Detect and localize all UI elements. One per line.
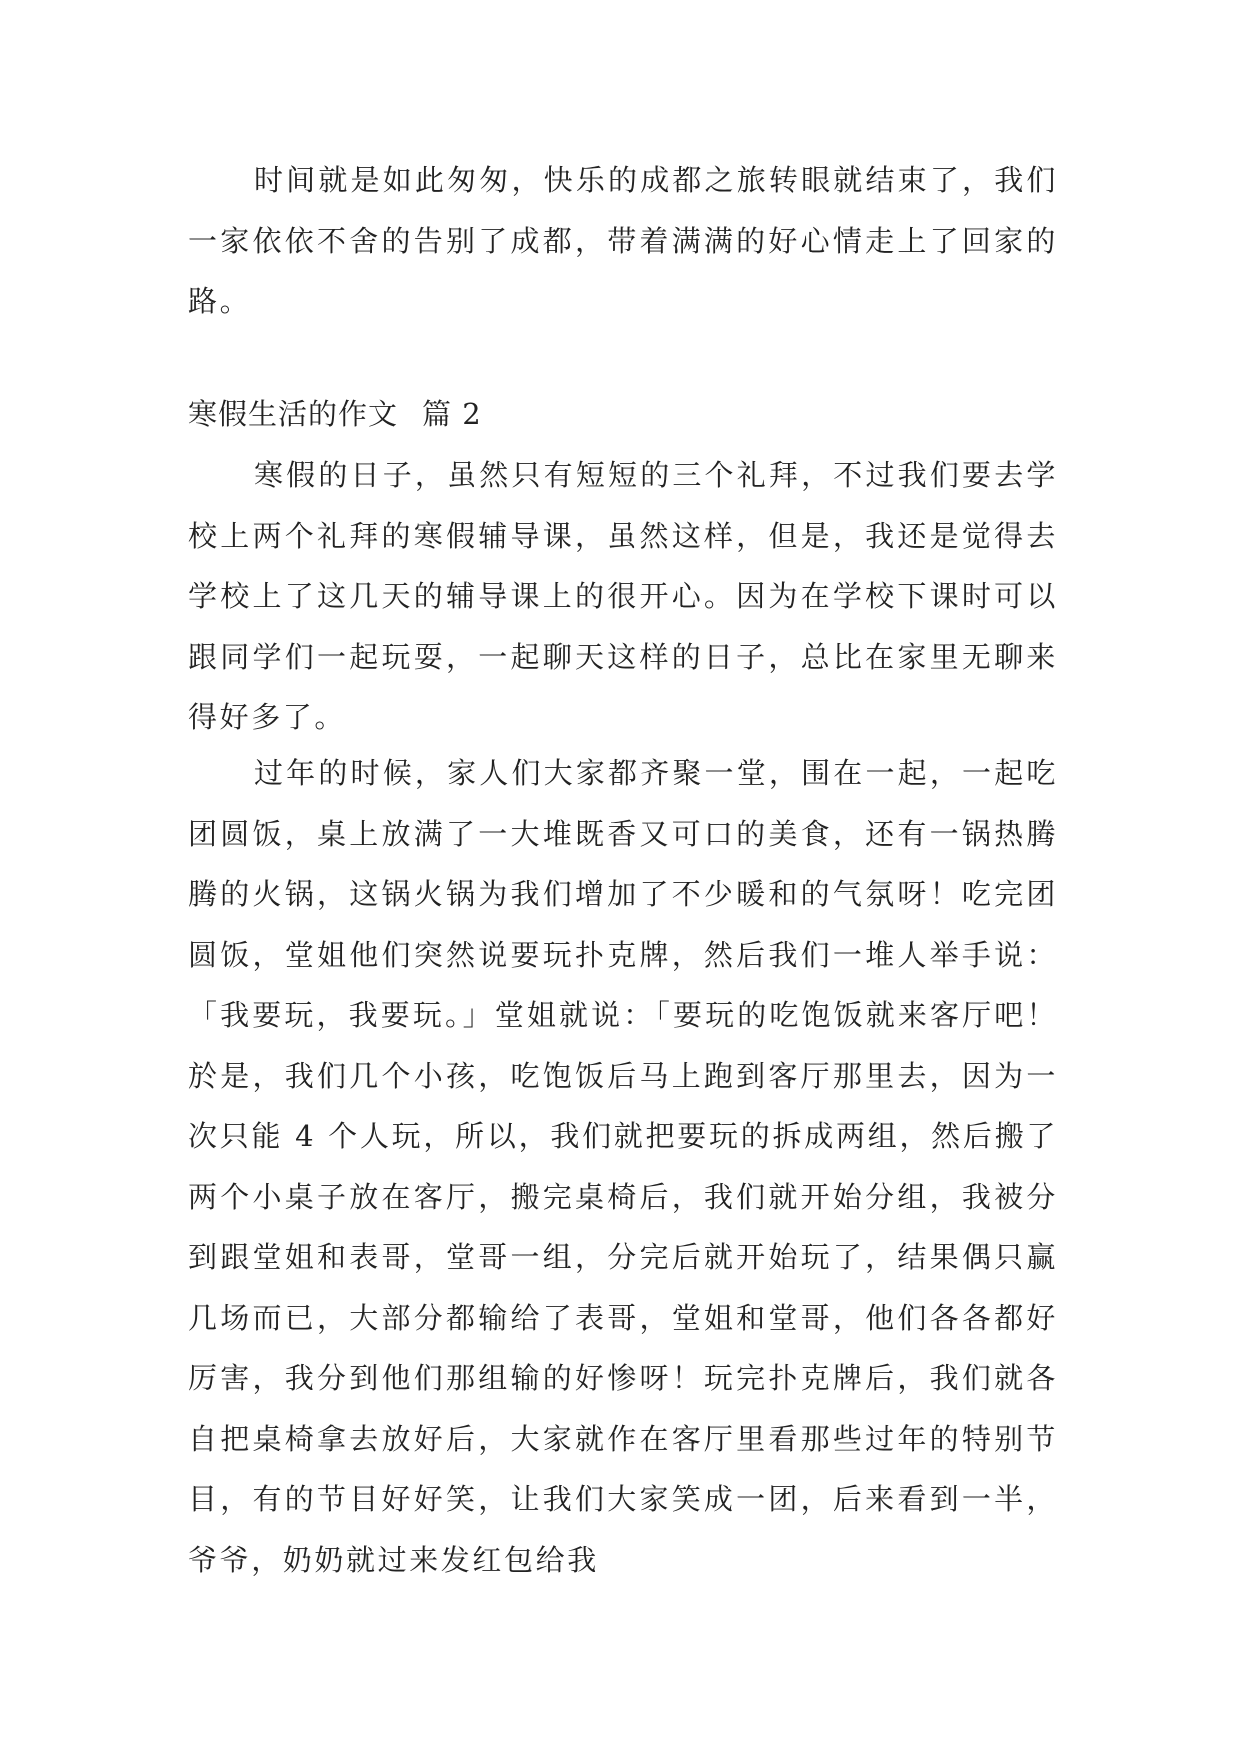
paragraph-new-year: 过年的时候，家人们大家都齐聚一堂，围在一起，一起吃团圆饭，桌上放满了一大堆既香又可口的美食，还有一锅热腾腾的火锅，这锅火锅为我们增加了不少暖和的气氛呀！吃完团圆饭，堂姐他们突然说要玩扑克牌，然后我们一堆人举手说：「我要玩，我要玩。」堂姐就说：「要玩的吃饱饭就来客厅吧！於是，我们几个小孩，吃饱饭后马上跑到客厅那里去，因为一次只能 4 个人玩，所以，我们就把要玩的拆成两组，然后搬了两个小桌子放在客厅，搬完桌椅后，我们就开始分组，我被分到跟堂姐和表哥，堂哥一组，分完后就开始玩了，结果偶只赢几场而已，大部分都输给了表哥，堂姐和堂哥，他们各各都好厉害，我分到他们那组输的好惨呀！玩完扑克牌后，我们就各自把桌椅拿去放好后，大家就作在客厅里看那些过年的特别节目，有的节目好好笑，让我们大家笑成一团，后来看到一半，爷爷，奶奶就过来发红包给我 bbox=[188, 756, 1058, 1577]
section-heading-label: 篇 2 bbox=[422, 397, 482, 431]
paragraph-winter-break: 寒假的日子，虽然只有短短的三个礼拜，不过我们要去学校上两个礼拜的寒假辅导课，虽然这样，但是，我还是觉得去学校上了这几天的辅导课上的很开心。因为在学校下课时可以跟同学们一起玩耍，一起聊天这样的日子，总比在家里无聊来得好多了。 bbox=[188, 458, 1058, 734]
paragraph-chengdu-ending: 时间就是如此匆匆，快乐的成都之旅转眼就结束了，我们一家依依不舍的告别了成都，带着满满的好心情走上了回家的路。 bbox=[188, 163, 1058, 318]
section-heading-title: 寒假生活的作文 bbox=[188, 397, 399, 431]
section-heading bbox=[188, 392, 482, 436]
